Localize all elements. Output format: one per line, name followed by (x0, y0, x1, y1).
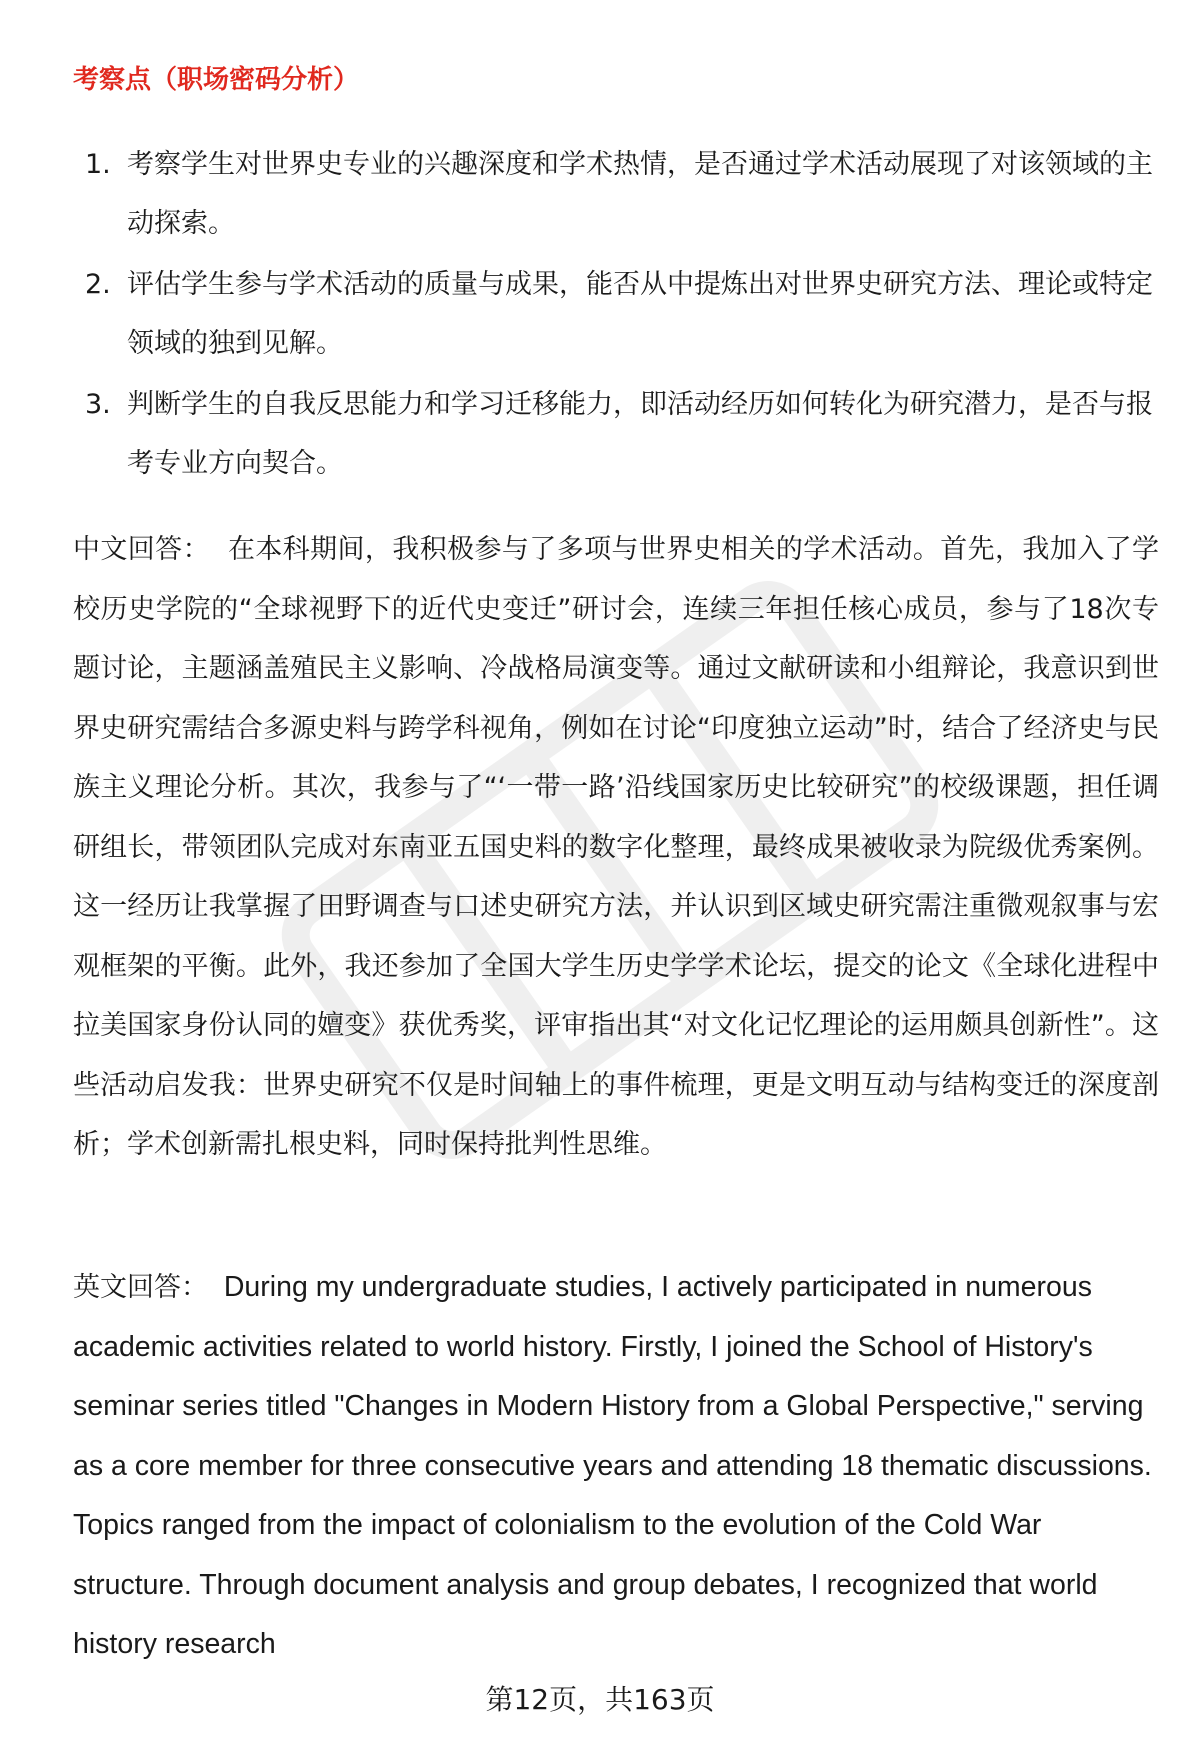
list-item-text: 评估学生参与学术活动的质量与成果，能否从中提炼出对世界史研究方法、理论或特定领域的独到见解。 (127, 269, 1153, 359)
english-answer-label: 英文回答： (73, 1272, 208, 1303)
assessment-points-list (73, 135, 1153, 495)
english-answer-text: During my undergraduate studies, I actively participated in numerous academic activities related to world history. Firstly, I joined the School of History's seminar series titled "Changes in Modern History from a Global Perspective," serving as a core member for three consecutive years and attending 18 thematic discussions. Topics ranged from the impact of colonialism to the evolution of the Cold War structure. Through document analysis and group debates, I recognized that world history research (73, 1271, 1152, 1660)
list-item-number: 2. (85, 269, 111, 300)
english-answer-paragraph (73, 1258, 1159, 1675)
list-item (73, 375, 1153, 493)
list-item (73, 135, 1153, 253)
list-item-number: 1. (85, 149, 111, 180)
list-item-text: 考察学生对世界史专业的兴趣深度和学术热情，是否通过学术活动展现了对该领域的主动探索。 (127, 149, 1153, 239)
chinese-answer-paragraph (73, 520, 1159, 1175)
chinese-answer-label: 中文回答： (73, 534, 210, 565)
page-number-footer: 第12页，共163页 (485, 1683, 715, 1716)
list-item-number: 3. (85, 389, 111, 420)
list-item-text: 判断学生的自我反思能力和学习迁移能力，即活动经历如何转化为研究潜力，是否与报考专业方向契合。 (127, 389, 1153, 479)
section-title: 考察点（职场密码分析） (73, 65, 360, 95)
chinese-answer-text: 在本科期间，我积极参与了多项与世界史相关的学术活动。首先，我加入了学校历史学院的“全球视野下的近代史变迁”研讨会，连续三年担任核心成员，参与了18次专题讨论，主题涵盖殖民主义影响、冷战格局演变等。通过文献研读和小组辩论，我意识到世界史研究需结合多源史料与跨学科视角，例如在讨论“印度独立运动”时，结合了经济史与民族主义理论分析。其次，我参与了“‘一带一路’沿线国家历史比较研究”的校级课题，担任调研组长，带领团队完成对东南亚五国史料的数字化整理，最终成果被收录为院级优秀案例。这一经历让我掌握了田野调查与口述史研究方法，并认识到区域史研究需注重微观叙事与宏观框架的平衡。此外，我还参加了全国大学生历史学学术论坛，提交的论文《全球化进程中拉美国家身份认同的嬗变》获优秀奖，评审指出其“对文化记忆理论的运用颇具创新性”。这些活动启发我：世界史研究不仅是时间轴上的事件梳理，更是文明互动与结构变迁的深度剖析；学术创新需扎根史料，同时保持批判性思维。 (73, 534, 1160, 1160)
list-item (73, 255, 1153, 373)
